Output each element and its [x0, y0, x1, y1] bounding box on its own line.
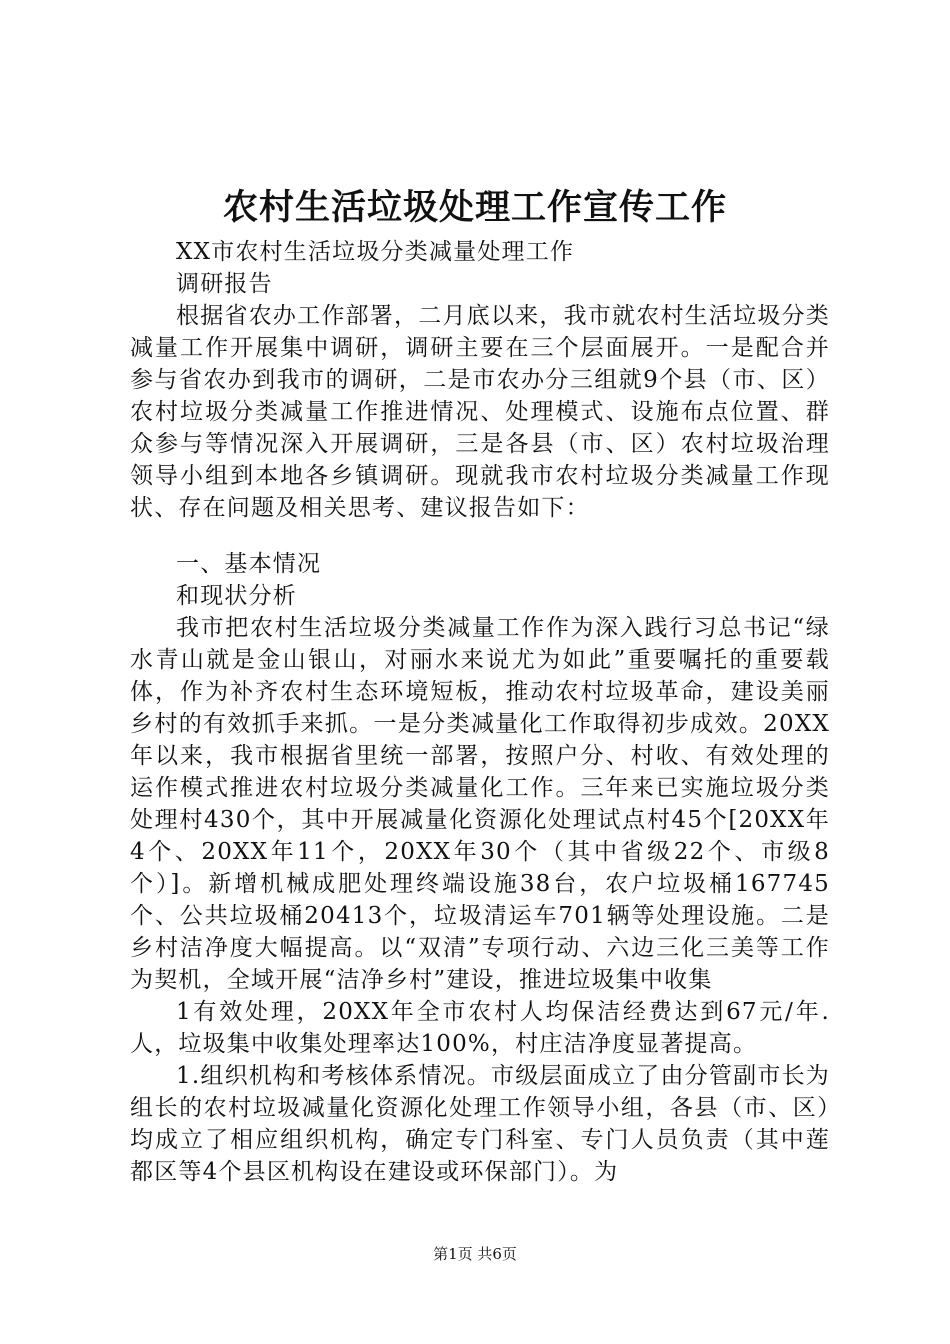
page-footer: 第1页 共6页: [433, 1245, 517, 1263]
paragraph-status: 我市把农村生活垃圾分类减量工作作为深入践行习总书记“绿水青山就是金山银山，对丽水来说尤为如此”重要嘱托的重要载体，作为补齐农村生态环境短板，推动农村垃圾革命，建设美丽乡村的有效抓手来抓。一是分类减量化工作取得初步成效。20XX年以来，我市根据省里统一部署，按照户分、村收、有效处理的运作模式推进农村垃圾分类减量化工作。三年来已实施垃圾分类处理村430个，其中开展减量化资源化处理试点村45个[20XX年4个、20XX年11个，20XX年30个（其中省级22个、市级8个）]。新增机械成肥处理终端设施38台，农户垃圾桶167745个、公共垃圾桶20413个，垃圾清运车701辆等处理设施。二是乡村洁净度大幅提高。以“双清”专项行动、六边三化三美等工作为契机，全域开展“洁净乡村”建设，推进垃圾集中收集: [130, 615, 830, 993]
subtitle-line-2: 调研报告: [176, 271, 273, 297]
document-title: 农村生活垃圾处理工作宣传工作: [222, 187, 727, 228]
paragraph-processing: 1有效处理，20XX年全市农村人均保洁经费达到67元/年.人，垃圾集中收集处理率达100%，村庄洁净度显著提高。: [130, 999, 830, 1057]
section-heading-1: 一、基本情况: [176, 551, 322, 577]
section-heading-1-cont: 和现状分析: [176, 583, 297, 609]
paragraph-organization: 1.组织机构和考核体系情况。市级层面成立了由分管副市长为组长的农村垃圾减量化资源化处理工作领导小组，各县（市、区）均成立了相应组织机构，确定专门科室、专门人员负责（其中莲都区等4个县区机构设在建设或环保部门）。为: [130, 1063, 830, 1185]
paragraph-intro: 根据省农办工作部署，二月底以来，我市就农村生活垃圾分类减量工作开展集中调研，调研主要在三个层面展开。一是配合并参与省农办到我市的调研，二是市农办分三组就9个县（市、区）农村垃圾分类减量工作推进情况、处理模式、设施布点位置、群众参与等情况深入开展调研，三是各县（市、区）农村垃圾治理领导小组到本地各乡镇调研。现就我市农村垃圾分类减量工作现状、存在问题及相关思考、建议报告如下：: [130, 303, 830, 521]
document-body: [130, 236, 830, 1188]
subtitle-line-1: XX市农村生活垃圾分类减量处理工作: [176, 239, 575, 265]
